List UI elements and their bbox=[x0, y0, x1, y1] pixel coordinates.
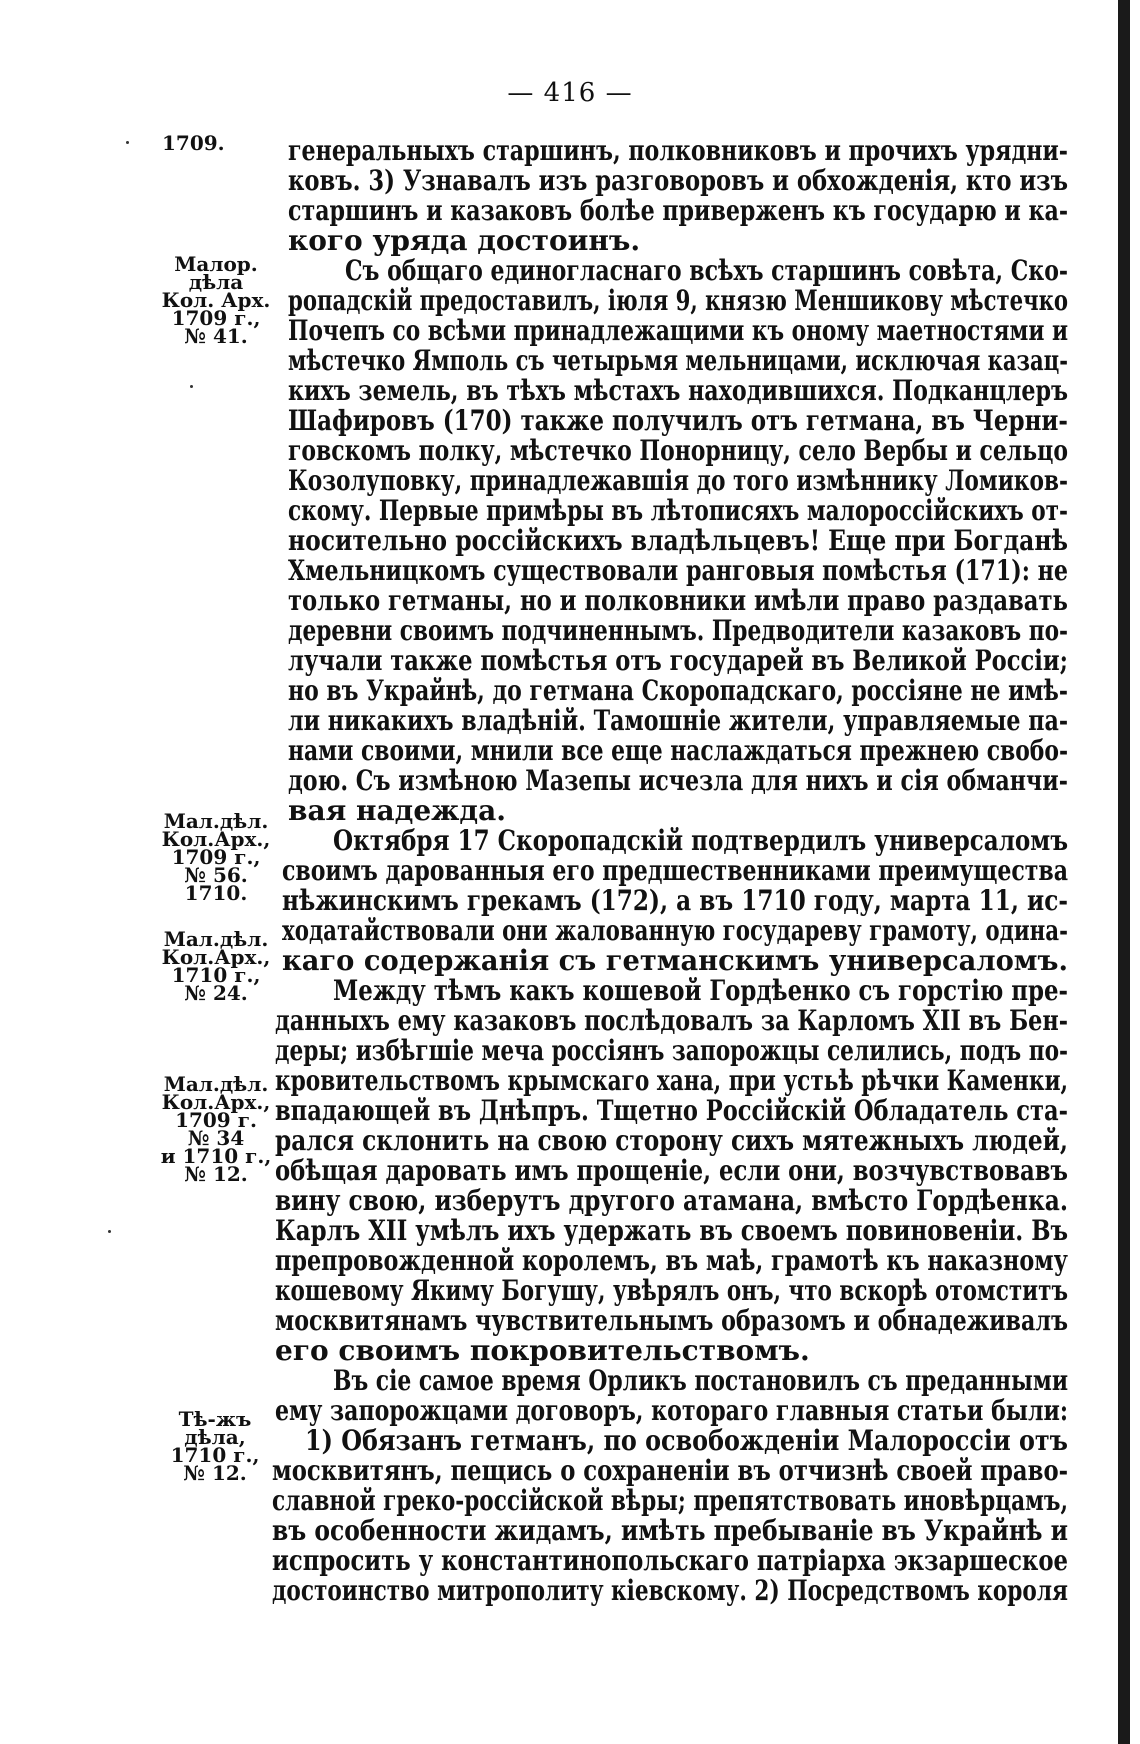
text-line: Хмельницкомъ существовали ранговыя помѣстья (171): не bbox=[288, 554, 1068, 587]
text-line: дою. Съ измѣною Мазепы исчезла для нихъ и сія обманчи- bbox=[288, 764, 1068, 797]
text-line: генеральныхъ старшинъ, полковниковъ и прочихъ урядни- bbox=[288, 134, 1069, 167]
text-line: Почепъ со всѣми принадлежащими къ оному маетностями и bbox=[288, 314, 1069, 347]
text-line: Шафировъ (170) также получилъ отъ гетмана, въ Черни- bbox=[288, 404, 1068, 437]
text-line: ропадскій предоставилъ, іюля 9, князю Меншикову мѣстечко bbox=[288, 284, 1069, 317]
text-line: Между тѣмъ какъ кошевой Гордѣенко съ горстію пре- bbox=[333, 974, 1068, 1007]
speck-1 bbox=[126, 141, 129, 144]
text-line: нѣжинскимъ грекамъ (172), а въ 1710 году, марта 11, ис- bbox=[282, 884, 1068, 917]
text-line: вая надежда. bbox=[288, 794, 506, 827]
margin-note-mal-del-1: Мал.дѣл. Кол.Арх., 1709 г., № 56. 1710. bbox=[161, 809, 271, 905]
text-line: въ особенности жидамъ, имѣть пребываніе въ Украйнѣ и bbox=[272, 1514, 1068, 1547]
text-line: обѣщая даровать имъ прощеніе, если они, возчувствовавъ bbox=[275, 1154, 1069, 1187]
text-line: деревни своимъ подчиненнымъ. Предводители казаковъ по- bbox=[288, 614, 1069, 647]
text-line: Козолуповку, принадлежавшія до того измѣннику Ломиков- bbox=[288, 464, 1069, 497]
text-line: ковъ. 3) Узнавалъ изъ разговоровъ и обхожденія, кто изъ bbox=[288, 164, 1069, 197]
text-line: ему запорожцами договоръ, котораго главныя статьи были: bbox=[275, 1394, 1069, 1427]
text-line: Въ сіе самое время Орликъ постановилъ съ преданными bbox=[333, 1364, 1069, 1397]
text-line: своимъ дарованныя его предшественниками преимущества bbox=[282, 854, 1069, 887]
text-line: ли никакихъ владѣній. Тамошніе жители, управляемые па- bbox=[288, 704, 1069, 737]
speck-3 bbox=[108, 1230, 111, 1233]
text-line: нами своими, мнили все еще наслаждаться прежнею свобо- bbox=[288, 734, 1069, 767]
margin-note-mal-del-3: Мал.дѣл. Кол.Арх., 1709 г. № 34 и 1710 г., № 12. bbox=[160, 1072, 272, 1186]
text-line: Карлъ XII умѣлъ ихъ удержать въ своемъ повиновеніи. Въ bbox=[275, 1214, 1069, 1247]
text-line: кихъ земель, въ тѣхъ мѣстахъ находившихся. Подканцлеръ bbox=[288, 374, 1068, 407]
text-line: рался склонить на свою сторону сихъ мятежныхъ людей, bbox=[275, 1124, 1068, 1157]
text-line: испросить у константинопольскаго патріарха экзаршеское bbox=[272, 1544, 1068, 1577]
text-line: но въ Украйнѣ, до гетмана Скоропадскаго, россіяне не имѣ- bbox=[288, 674, 1068, 707]
text-line: лучали также помѣстья отъ государей въ Великой Россіи; bbox=[288, 644, 1068, 677]
text-line: кого уряда достоинъ. bbox=[288, 224, 641, 257]
margin-note-tezh-dela: Тѣ-жъ дѣла, 1710 г., № 12. bbox=[170, 1407, 260, 1485]
text-line: 1) Обязанъ гетманъ, по освобожденіи Малороссіи отъ bbox=[305, 1424, 1068, 1457]
text-line: москвитянамъ чувствительнымъ образомъ и обнадеживалъ bbox=[275, 1304, 1068, 1337]
text-line: препровожденной королемъ, въ маѣ, грамотѣ къ наказному bbox=[275, 1244, 1068, 1277]
text-line: Октября 17 Скоропадскій подтвердилъ универсаломъ bbox=[333, 824, 1069, 857]
page-number: — 416 — bbox=[507, 78, 633, 108]
text-line: каго содержанія съ гетманскимъ универсаломъ. bbox=[282, 944, 1068, 977]
margin-note-malor: Малор. дѣла Кол. Арх. 1709 г., № 41. bbox=[161, 252, 271, 348]
text-line: говскомъ полку, мѣстечко Понорницу, село Вербы и сельцо bbox=[288, 434, 1068, 467]
text-line: славной греко-россійской вѣры; препятствовать иновѣрцамъ, bbox=[272, 1484, 1069, 1517]
text-line: впадающей въ Днѣпръ. Тщетно Россійскій Обладатель ста- bbox=[275, 1094, 1068, 1127]
margin-note-mal-del-2: Мал.дѣл. Кол.Арх., 1710 г., № 24. bbox=[161, 927, 271, 1005]
text-line: мѣстечко Ямполь съ четырьмя мельницами, исключая казац- bbox=[288, 344, 1069, 377]
text-line: достоинство митрополиту кіевскому. 2) Посредствомъ короля bbox=[272, 1574, 1069, 1607]
text-line: Съ общаго единогласнаго всѣхъ старшинъ совѣта, Ско- bbox=[345, 254, 1069, 287]
margin-note-year-1709: 1709. bbox=[162, 131, 225, 155]
text-line: кошевому Якиму Богушу, увѣрялъ онъ, что вскорѣ отомститъ bbox=[275, 1274, 1068, 1307]
page-binding-edge bbox=[1118, 0, 1130, 1744]
text-line: вину свою, изберутъ другого атамана, вмѣсто Гордѣенка. bbox=[275, 1184, 1068, 1217]
text-line: его своимъ покровительствомъ. bbox=[275, 1334, 810, 1367]
text-line: ходатайствовали они жалованную государеву грамоту, одина- bbox=[282, 914, 1068, 947]
text-line: носительно россійскихъ владѣльцевъ! Еще при Богданѣ bbox=[288, 524, 1068, 557]
text-line: кровительствомъ крымскаго хана, при устьѣ рѣчки Каменки, bbox=[275, 1064, 1069, 1097]
text-line: только гетманы, но и полковники имѣли право раздавать bbox=[288, 584, 1068, 617]
speck-2 bbox=[190, 385, 193, 388]
text-line: скому. Первые примѣры въ лѣтописяхъ малороссійскихъ от- bbox=[288, 494, 1069, 527]
text-line: данныхъ ему казаковъ послѣдовалъ за Карломъ XII въ Бен- bbox=[275, 1004, 1068, 1037]
text-line: деры; избѣгшіе меча россіянъ запорожцы селились, подъ по- bbox=[275, 1034, 1069, 1067]
text-line: москвитянъ, пещись о сохраненіи въ отчизнѣ своей право- bbox=[272, 1454, 1069, 1487]
text-line: старшинъ и казаковъ болѣе приверженъ къ государю и ка- bbox=[288, 194, 1069, 227]
